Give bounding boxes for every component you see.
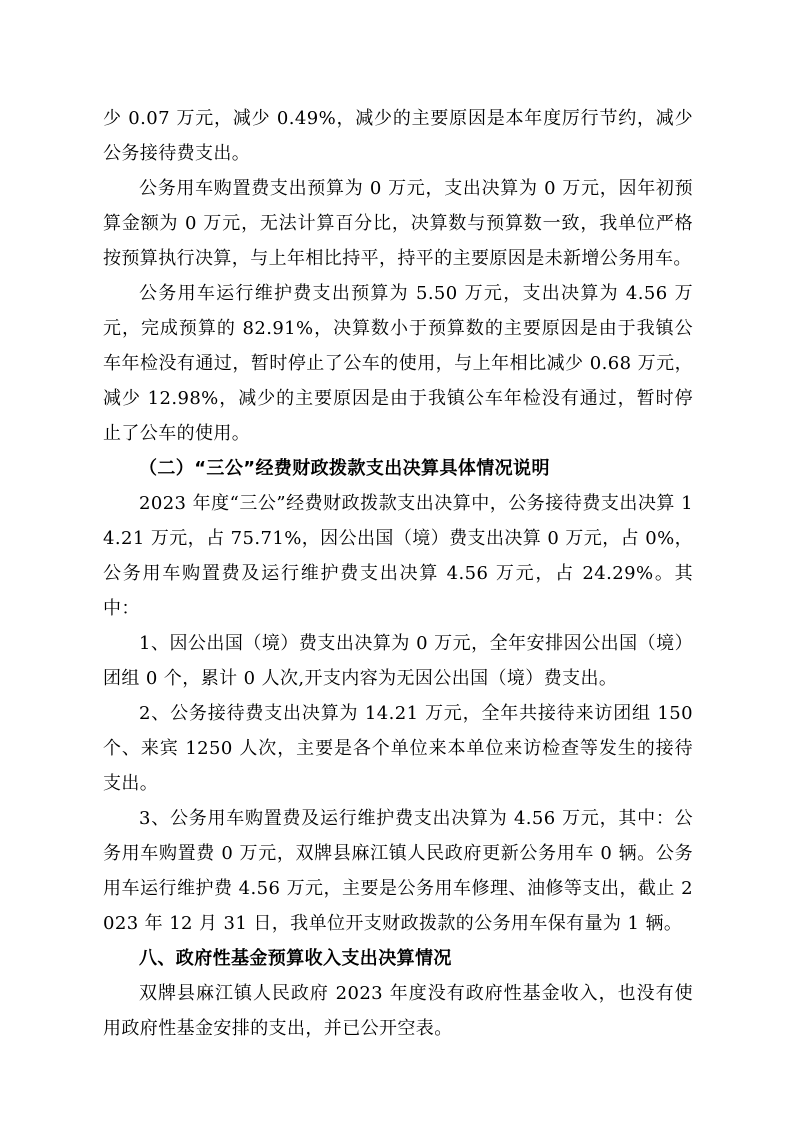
section-heading-government-funds: 八、政府性基金预算收入支出决算情况: [139, 948, 452, 969]
paragraph-vehicle-purchase: 公务用车购置费支出预算为 0 万元，支出决算为 0 万元，因年初预算金额为 0 万元，无法计算百分比，决算数与预算数一致，我单位严格按预算执行决算，与上年相比持平，持平的主要原因是未新增公务用车。: [103, 178, 693, 269]
section-heading-three-public-details: （二）“三公”经费财政拨款支出决算具体情况说明: [139, 458, 550, 479]
paragraph-three-public-summary: 2023 年度“三公”经费财政拨款支出决算中，公务接待费支出决算 14.21 万元，占 75.71%，因公出国（境）费支出决算 0 万元，占 0%，公务用车购置费及运行维护费支出决算 4.56 万元，占 24.29%。其中：: [103, 493, 693, 619]
paragraph-official-vehicles: 3、公务用车购置费及运行维护费支出决算为 4.56 万元，其中：公务用车购置费 0 万元，双牌县麻江镇人民政府更新公务用车 0 辆。公务用车运行维护费 4.56 万元，主要是公务用车修理、油修等支出，截止 2023 年 12 月 31 日，我单位开支财政拨款的公务用车保有量为 1 辆。: [103, 808, 693, 934]
paragraph-government-funds: 双牌县麻江镇人民政府 2023 年度没有政府性基金收入，也没有使用政府性基金安排的支出，并已公开空表。: [103, 983, 693, 1039]
document-body: [103, 101, 693, 1046]
paragraph-vehicle-maintenance: 公务用车运行维护费支出预算为 5.50 万元，支出决算为 4.56 万元，完成预算的 82.91%，决算数小于预算数的主要原因是由于我镇公车年检没有通过，暂时停止了公车的使用，与上年相比减少 0.68 万元，减少 12.98%，减少的主要原因是由于我镇公车年检没有通过，暂时停止了公车的使用。: [103, 283, 693, 444]
paragraph-overseas-travel: 1、因公出国（境）费支出决算为 0 万元，全年安排因公出国（境）团组 0 个，累计 0 人次,开支内容为无因公出国（境）费支出。: [103, 633, 693, 689]
paragraph-reception-change: 少 0.07 万元，减少 0.49%，减少的主要原因是本年度厉行节约，减少公务接待费支出。: [103, 108, 693, 164]
paragraph-official-reception: 2、公务接待费支出决算为 14.21 万元，全年共接待来访团组 150 个、来宾 1250 人次，主要是各个单位来本单位来访检查等发生的接待支出。: [103, 703, 693, 794]
